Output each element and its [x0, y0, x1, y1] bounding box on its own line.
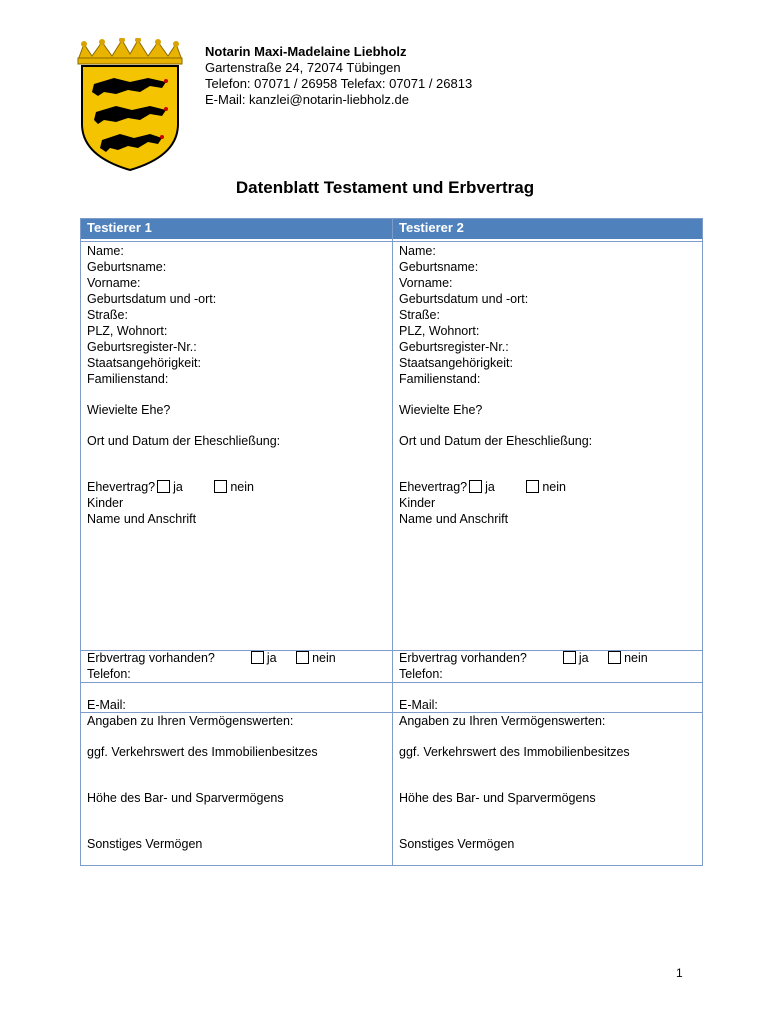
- field-register[interactable]: Geburtsregister-Nr.:: [399, 340, 509, 354]
- field-immobilien[interactable]: ggf. Verkehrswert des Immobilienbesitzes: [87, 745, 318, 759]
- ja-label: ja: [266, 651, 277, 665]
- nein-label: nein: [312, 651, 336, 665]
- field-bar[interactable]: Höhe des Bar- und Sparvermögens: [399, 791, 596, 805]
- field-familienstand[interactable]: Familienstand:: [399, 372, 481, 386]
- field-vermoegen: Angaben zu Ihren Vermögenswerten:: [399, 714, 606, 728]
- erbvertrag-nein-checkbox[interactable]: [296, 651, 309, 664]
- notary-name: Notarin Maxi-Madelaine Liebholz: [205, 44, 407, 59]
- erbvertrag-label: Erbvertrag vorhanden?: [399, 651, 527, 665]
- ja-label: ja: [578, 651, 589, 665]
- field-geburtsdatum[interactable]: Geburtsdatum und -ort:: [399, 292, 529, 306]
- notary-header: [205, 44, 472, 108]
- field-staat[interactable]: Staatsangehörigkeit:: [399, 356, 513, 370]
- field-kinder-sub: Name und Anschrift: [399, 512, 509, 526]
- field-ehe[interactable]: Wievielte Ehe?: [399, 403, 483, 417]
- field-bar[interactable]: Höhe des Bar- und Sparvermögens: [87, 791, 284, 805]
- field-staat[interactable]: Staatsangehörigkeit:: [87, 356, 201, 370]
- field-email[interactable]: E-Mail:: [87, 698, 126, 712]
- page-number: 1: [676, 966, 683, 980]
- ehevertrag-label: Ehevertrag?: [87, 480, 156, 494]
- field-geburtsname[interactable]: Geburtsname:: [87, 260, 167, 274]
- row-divider: [81, 712, 392, 713]
- field-strasse[interactable]: Straße:: [87, 308, 128, 322]
- erbvertrag-ja-checkbox[interactable]: [251, 651, 264, 664]
- field-eheschliessung[interactable]: Ort und Datum der Eheschließung:: [87, 434, 281, 448]
- field-register[interactable]: Geburtsregister-Nr.:: [87, 340, 197, 354]
- column-header-testierer-1: Testierer 1: [87, 220, 152, 235]
- field-ehe[interactable]: Wievielte Ehe?: [87, 403, 171, 417]
- column-divider: [392, 219, 393, 865]
- erbvertrag-nein-checkbox[interactable]: [608, 651, 621, 664]
- ehevertrag-label: Ehevertrag?: [399, 480, 468, 494]
- field-vorname[interactable]: Vorname:: [87, 276, 141, 290]
- field-ehevertrag: [399, 480, 566, 494]
- field-geburtsname[interactable]: Geburtsname:: [399, 260, 479, 274]
- field-plz[interactable]: PLZ, Wohnort:: [399, 324, 480, 338]
- field-immobilien[interactable]: ggf. Verkehrswert des Immobilienbesitzes: [399, 745, 630, 759]
- field-telefon[interactable]: Telefon:: [87, 667, 131, 681]
- ehevertrag-ja-checkbox[interactable]: [469, 480, 482, 493]
- field-vermoegen: Angaben zu Ihren Vermögenswerten:: [87, 714, 294, 728]
- field-sonstiges[interactable]: Sonstiges Vermögen: [399, 837, 515, 851]
- coat-of-arms-logo: [70, 38, 190, 172]
- field-kinder[interactable]: Kinder: [87, 496, 124, 510]
- notary-phone: Telefon: 07071 / 26958 Telefax: 07071 / 26813: [205, 76, 473, 91]
- nein-label: nein: [624, 651, 648, 665]
- field-name[interactable]: Name:: [87, 244, 124, 258]
- ehevertrag-ja-checkbox[interactable]: [157, 480, 170, 493]
- row-divider: [393, 682, 703, 683]
- document-title: Datenblatt Testament und Erbvertrag: [235, 178, 535, 197]
- field-geburtsdatum[interactable]: Geburtsdatum und -ort:: [87, 292, 217, 306]
- field-erbvertrag: [399, 651, 648, 665]
- notary-address: Gartenstraße 24, 72074 Tübingen: [205, 60, 401, 75]
- erbvertrag-ja-checkbox[interactable]: [563, 651, 576, 664]
- field-kinder[interactable]: Kinder: [399, 496, 436, 510]
- ehevertrag-nein-checkbox[interactable]: [214, 480, 227, 493]
- field-eheschliessung[interactable]: Ort und Datum der Eheschließung:: [399, 434, 593, 448]
- column-header-testierer-2: Testierer 2: [399, 220, 464, 235]
- nein-label: nein: [542, 480, 566, 494]
- field-ehevertrag: [87, 480, 254, 494]
- field-kinder-sub: Name und Anschrift: [87, 512, 197, 526]
- nein-label: nein: [230, 480, 254, 494]
- field-familienstand[interactable]: Familienstand:: [87, 372, 169, 386]
- notary-email: E-Mail: kanzlei@notarin-liebholz.de: [205, 92, 409, 107]
- erbvertrag-label: Erbvertrag vorhanden?: [87, 651, 215, 665]
- field-email[interactable]: E-Mail:: [399, 698, 438, 712]
- ja-label: ja: [485, 480, 495, 494]
- field-strasse[interactable]: Straße:: [399, 308, 440, 322]
- row-divider: [393, 712, 703, 713]
- field-sonstiges[interactable]: Sonstiges Vermögen: [87, 837, 203, 851]
- data-table: [80, 218, 703, 866]
- field-vorname[interactable]: Vorname:: [399, 276, 453, 290]
- row-divider: [81, 682, 392, 683]
- field-plz[interactable]: PLZ, Wohnort:: [87, 324, 168, 338]
- ja-label: ja: [173, 480, 183, 494]
- field-name[interactable]: Name:: [399, 244, 436, 258]
- field-telefon[interactable]: Telefon:: [399, 667, 443, 681]
- field-erbvertrag: [87, 651, 336, 665]
- ehevertrag-nein-checkbox[interactable]: [526, 480, 539, 493]
